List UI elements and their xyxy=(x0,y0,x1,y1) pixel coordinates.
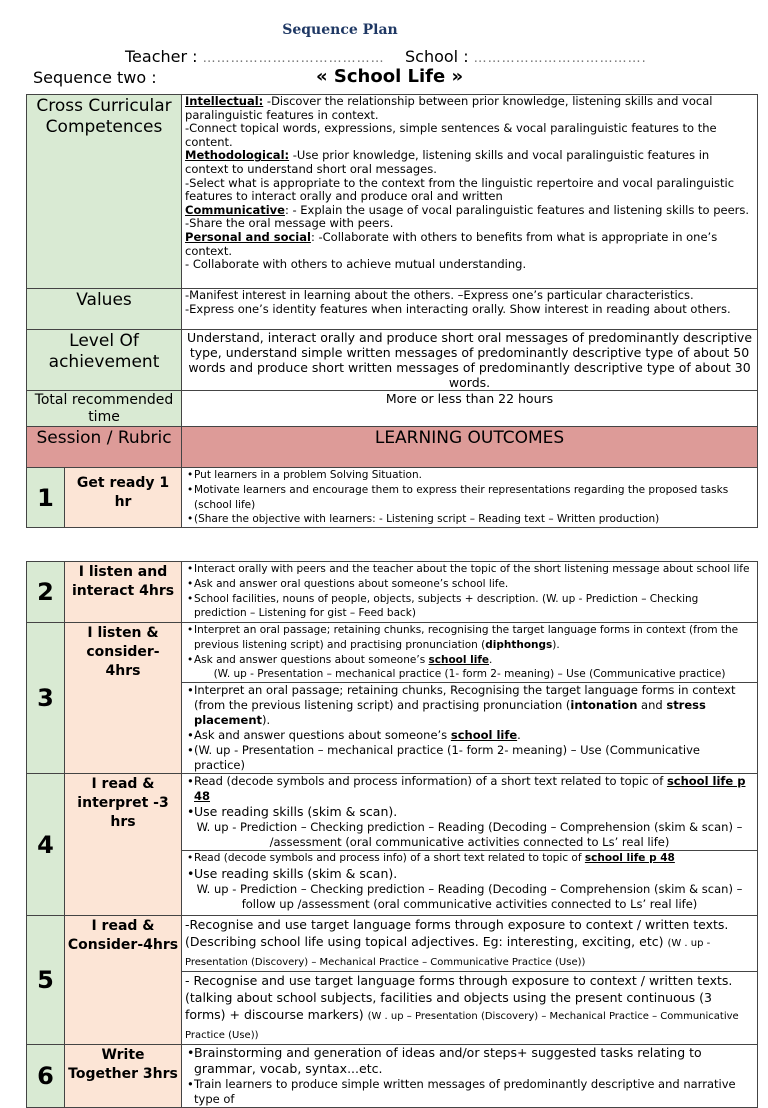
learning-outcomes-title: LEARNING OUTCOMES xyxy=(182,427,758,468)
session-outcomes xyxy=(182,623,758,683)
session-rubric: Write Together 3hrs xyxy=(65,1045,182,1108)
achievement-description: Understand, interact orally and produce short oral messages of predominantly descriptive type, understand simple written messages of predominantly descriptive type of about 50 words and produce short written messages of predominantly descriptive type of about 30 words. xyxy=(182,330,758,391)
total-time-value: More or less than 22 hours xyxy=(182,391,758,427)
list-item: • Interpret an oral passage; retaining chunks, recognising the target language forms in context (from the previous listening script) and practising pronunciation (diphthongs). xyxy=(185,623,754,653)
session-rubric: I read & interpret -3 hrs xyxy=(65,774,182,916)
school-label: School : xyxy=(404,47,469,66)
session-row-3a xyxy=(27,623,758,683)
competences-label: Cross Curricular Competences xyxy=(27,95,182,289)
list-item: • Read (decode symbols and process info) of a short text related to topic of school life p 48 xyxy=(185,851,754,866)
page-title: Sequence Plan xyxy=(282,22,398,38)
session-outcomes xyxy=(182,851,758,916)
list-item: • Brainstorming and generation of ideas and/or steps+ suggested tasks relating to grammar, vocab, syntax...etc. xyxy=(185,1045,754,1077)
outcome-stages: (W . up - Presentation (Discovery) – Mechanical Practice – Communicative Practice (Use)) xyxy=(185,938,711,969)
competence-item: - Collaborate with others to achieve mutual understanding. xyxy=(185,257,527,272)
achievement-row xyxy=(27,330,758,391)
list-item: • Train learners to produce simple written messages of predominantly descriptive and narrative type of xyxy=(185,1077,754,1107)
list-item: • Ask and answer questions about someone’s school life. xyxy=(185,728,754,743)
session-number: 2 xyxy=(27,562,65,623)
list-item: • School facilities, nouns of people, objects, subjects + description. (W. up - Prediction – Checking prediction – Listening for gist – Feed back) xyxy=(185,592,754,622)
competence-item: Intellectual: -Discover the relationship between prior knowledge, listening skills and vocal paralinguistic features in context. xyxy=(185,94,713,122)
list-item: • Interpret an oral passage; retaining chunks, Recognising the target language forms in context (from the previous listening script) and practising pronunciation (intonation and stress placement). xyxy=(185,683,754,728)
list-item: • (W. up - Presentation – mechanical practice (1- form 2- meaning) – Use (Communicative practice) xyxy=(185,743,754,773)
achievement-label: Level Of achievement xyxy=(27,330,182,391)
session-row-2 xyxy=(27,562,758,623)
outcome-text: -Recognise and use target language forms through exposure to context / written texts. (Describing school life using topical adjectives. Eg: interesting, exciting, etc) xyxy=(185,917,729,950)
session-rubric-label: Session / Rubric xyxy=(27,427,182,468)
competence-item: -Share the oral message with peers. xyxy=(185,216,394,231)
session-rubric: I listen & consider- 4hrs xyxy=(65,623,182,774)
list-item: • (Share the objective with learners: - Listening script – Reading text – Written production) xyxy=(185,512,754,527)
session-rubric: I read & Consider-4hrs xyxy=(65,916,182,1045)
list-item: • Use reading skills (skim & scan). xyxy=(185,804,754,820)
competences-row xyxy=(27,95,758,289)
session-outcomes xyxy=(182,972,758,1045)
sequence-label: Sequence two : xyxy=(33,68,157,87)
competence-item: -Connect topical words, expressions, simple sentences & vocal paralinguistic features to the content. xyxy=(185,121,717,149)
list-item: • Read (decode symbols and process information) of a short text related to topic of school life p 48 xyxy=(185,774,754,804)
values-row xyxy=(27,289,758,330)
outcome-text: - Recognise and use target language forms through exposure to context / written texts. (talking about school subjects, facilities and objects using the present continuous (3 forms) + discourse markers) xyxy=(185,973,733,1023)
competence-item: Personal and social: -Collaborate with others to benefits from what is appropriate in one’s context. xyxy=(185,229,718,258)
session-number: 3 xyxy=(27,623,65,774)
session-number: 5 xyxy=(27,916,65,1045)
session-rubric: Get ready 1 hr xyxy=(65,468,182,528)
list-item: • Motivate learners and encourage them to express their representations regarding the proposed tasks (school life) xyxy=(185,483,754,513)
sessions-header-row xyxy=(27,427,758,468)
session-outcomes xyxy=(182,774,758,851)
competences-description xyxy=(182,95,758,289)
list-item: • Interact orally with peers and the teacher about the topic of the short listening message about school life xyxy=(185,562,754,577)
session-number: 6 xyxy=(27,1045,65,1108)
competence-item: Methodological: -Use prior knowledge, listening skills and vocal paralinguistic features in context to understand short oral messages. xyxy=(185,148,710,176)
teacher-school-line xyxy=(125,47,647,66)
teacher-label: Teacher : xyxy=(125,47,198,66)
list-item: W. up - Prediction – Checking prediction – Reading (Decoding – Comprehension (skim & scan) – follow up /assessment (oral communicative activities connected to Ls’ real life) xyxy=(196,881,743,911)
session-rubric: I listen and interact 4hrs xyxy=(65,562,182,623)
session-outcomes xyxy=(182,562,758,623)
values-label: Values xyxy=(27,289,182,330)
list-item: • Ask and answer questions about someone’s school life. xyxy=(185,653,754,668)
session-row-5a xyxy=(27,916,758,972)
competence-item: Communicative: - Explain the usage of vocal paralinguistic features and listening skills to peers. xyxy=(185,202,750,217)
list-item: • Use reading skills (skim & scan). xyxy=(185,866,754,882)
outcome-stages: (W . up – Presentation (Discovery) – Mechanical Practice – Communicative Practice (Use)) xyxy=(185,1011,739,1042)
session-outcomes xyxy=(182,1045,758,1108)
sequence-plan-table xyxy=(26,94,758,528)
session-number: 4 xyxy=(27,774,65,916)
list-item: W. up - Prediction – Checking prediction – Reading (Decoding – Comprehension (skim & scan) – /assessment (oral communicative activities connected to Ls’ real life) xyxy=(196,820,743,850)
competence-item: -Select what is appropriate to the context from the linguistic repertoire and vocal paralinguistic features to interact orally and produce oral and written xyxy=(185,175,735,204)
list-item: • Put learners in a problem Solving Situation. xyxy=(185,468,754,483)
session-outcomes xyxy=(182,683,758,774)
total-time-label: Total recommended time xyxy=(27,391,182,427)
sequence-title: « School Life » xyxy=(316,66,464,87)
session-row-1 xyxy=(27,468,758,528)
total-time-row xyxy=(27,391,758,427)
school-blank: ………………………………. xyxy=(473,51,647,66)
teacher-blank: ………………………………… xyxy=(202,51,385,66)
list-item: (W. up - Presentation – mechanical practice (1- form 2- meaning) – Use (Communicative practice) xyxy=(213,668,726,681)
session-number: 1 xyxy=(27,468,65,528)
values-description: -Manifest interest in learning about the others. –Express one’s particular characteristics. -Express one’s identity features when interacting orally. Show interest in reading about others. xyxy=(182,289,758,330)
list-item: • Ask and answer oral questions about someone’s school life. xyxy=(185,577,754,592)
sessions-table xyxy=(26,561,758,1108)
session-row-4a xyxy=(27,774,758,851)
session-row-6 xyxy=(27,1045,758,1108)
session-outcomes xyxy=(182,916,758,972)
session-outcomes xyxy=(182,468,758,528)
